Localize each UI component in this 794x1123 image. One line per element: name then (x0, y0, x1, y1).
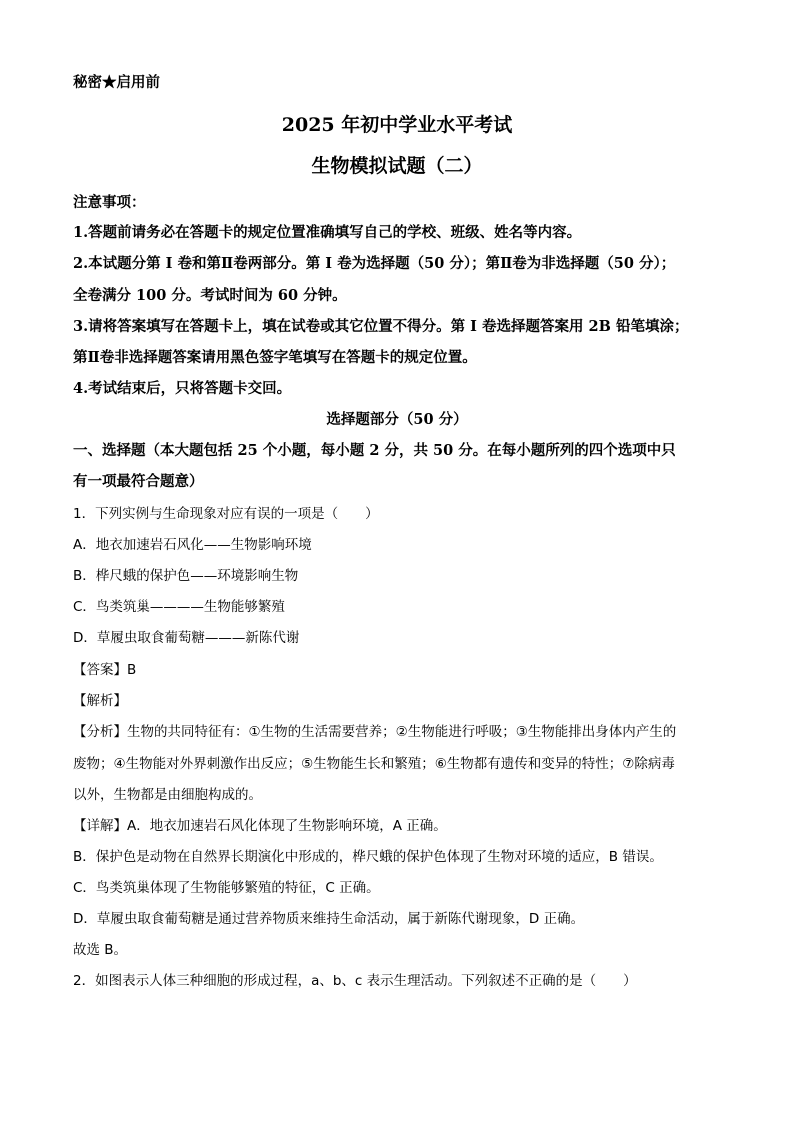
question-2-stem: 2．如图表示人体三种细胞的形成过程，a、b、c 表示生理活动。下列叙述不正确的是（ ） (73, 973, 637, 989)
question-1-option-b: B．桦尺蛾的保护色——环境影响生物 (73, 568, 299, 584)
analysis-line: 【分析】生物的共同特征有：①生物的生活需要营养；②生物能进行呼吸；③生物能排出身体内产生的 (73, 724, 677, 740)
question-1-analysis-label: 【解析】 (73, 693, 127, 709)
notes-heading: 注意事项： (73, 194, 146, 211)
question-1-option-c: C．鸟类筑巢————生物能够繁殖 (73, 599, 285, 615)
note-line: 2.本试题分第 I 卷和第Ⅱ卷两部分。第 I 卷为选择题（50 分）；第Ⅱ卷为非选择题（50 分）； (73, 255, 676, 272)
detail-line: D．草履虫取食葡萄糖是通过营养物质来维持生命活动，属于新陈代谢现象，D 正确。 (73, 911, 585, 927)
note-line: 全卷满分 100 分。考试时间为 60 分钟。 (73, 287, 347, 304)
note-line: 3.请将答案填写在答题卡上，填在试卷或其它位置不得分。第 I 卷选择题答案用 2B 铅笔填涂； (73, 318, 689, 335)
note-line: 4.考试结束后，只将答题卡交回。 (73, 380, 292, 397)
confidential-label: 秘密★启用前 (73, 74, 160, 91)
exam-title: 2025 年初中学业水平考试 (281, 114, 513, 136)
note-line: 1.答题前请务必在答题卡的规定位置准确填写自己的学校、班级、姓名等内容。 (73, 224, 582, 241)
question-1-option-d: D．草履虫取食葡萄糖———新陈代谢 (73, 630, 300, 646)
section-heading: 选择题部分（50 分） (326, 411, 468, 428)
part-heading: 一、选择题（本大题包括 25 个小题，每小题 2 分，共 50 分。在每小题所列的四个选项中只 (73, 442, 676, 459)
exam-subtitle: 生物模拟试题（二） (311, 155, 483, 177)
analysis-line: 以外，生物都是由细胞构成的。 (73, 787, 262, 803)
detail-line: 故选 B。 (73, 942, 128, 958)
part-heading: 有一项最符合题意） (73, 473, 204, 490)
question-1-stem: 1．下列实例与生命现象对应有误的一项是（ ） (73, 506, 379, 522)
detail-line: B．保护色是动物在自然界长期演化中形成的，桦尺蛾的保护色体现了生物对环境的适应，B 错误。 (73, 849, 663, 865)
question-1-answer: 【答案】B (73, 662, 137, 678)
note-line: 第Ⅱ卷非选择题答案请用黑色签字笔填写在答题卡的规定位置。 (73, 349, 477, 366)
analysis-line: 废物；④生物能对外界刺激作出反应；⑤生物能生长和繁殖；⑥生物都有遗传和变异的特性；⑦除病毒 (73, 756, 675, 772)
question-1-option-a: A．地衣加速岩石风化——生物影响环境 (73, 537, 312, 553)
detail-line: C．鸟类筑巢体现了生物能够繁殖的特征，C 正确。 (73, 880, 380, 896)
detail-line: 【详解】A．地衣加速岩石风化体现了生物影响环境，A 正确。 (73, 818, 447, 834)
